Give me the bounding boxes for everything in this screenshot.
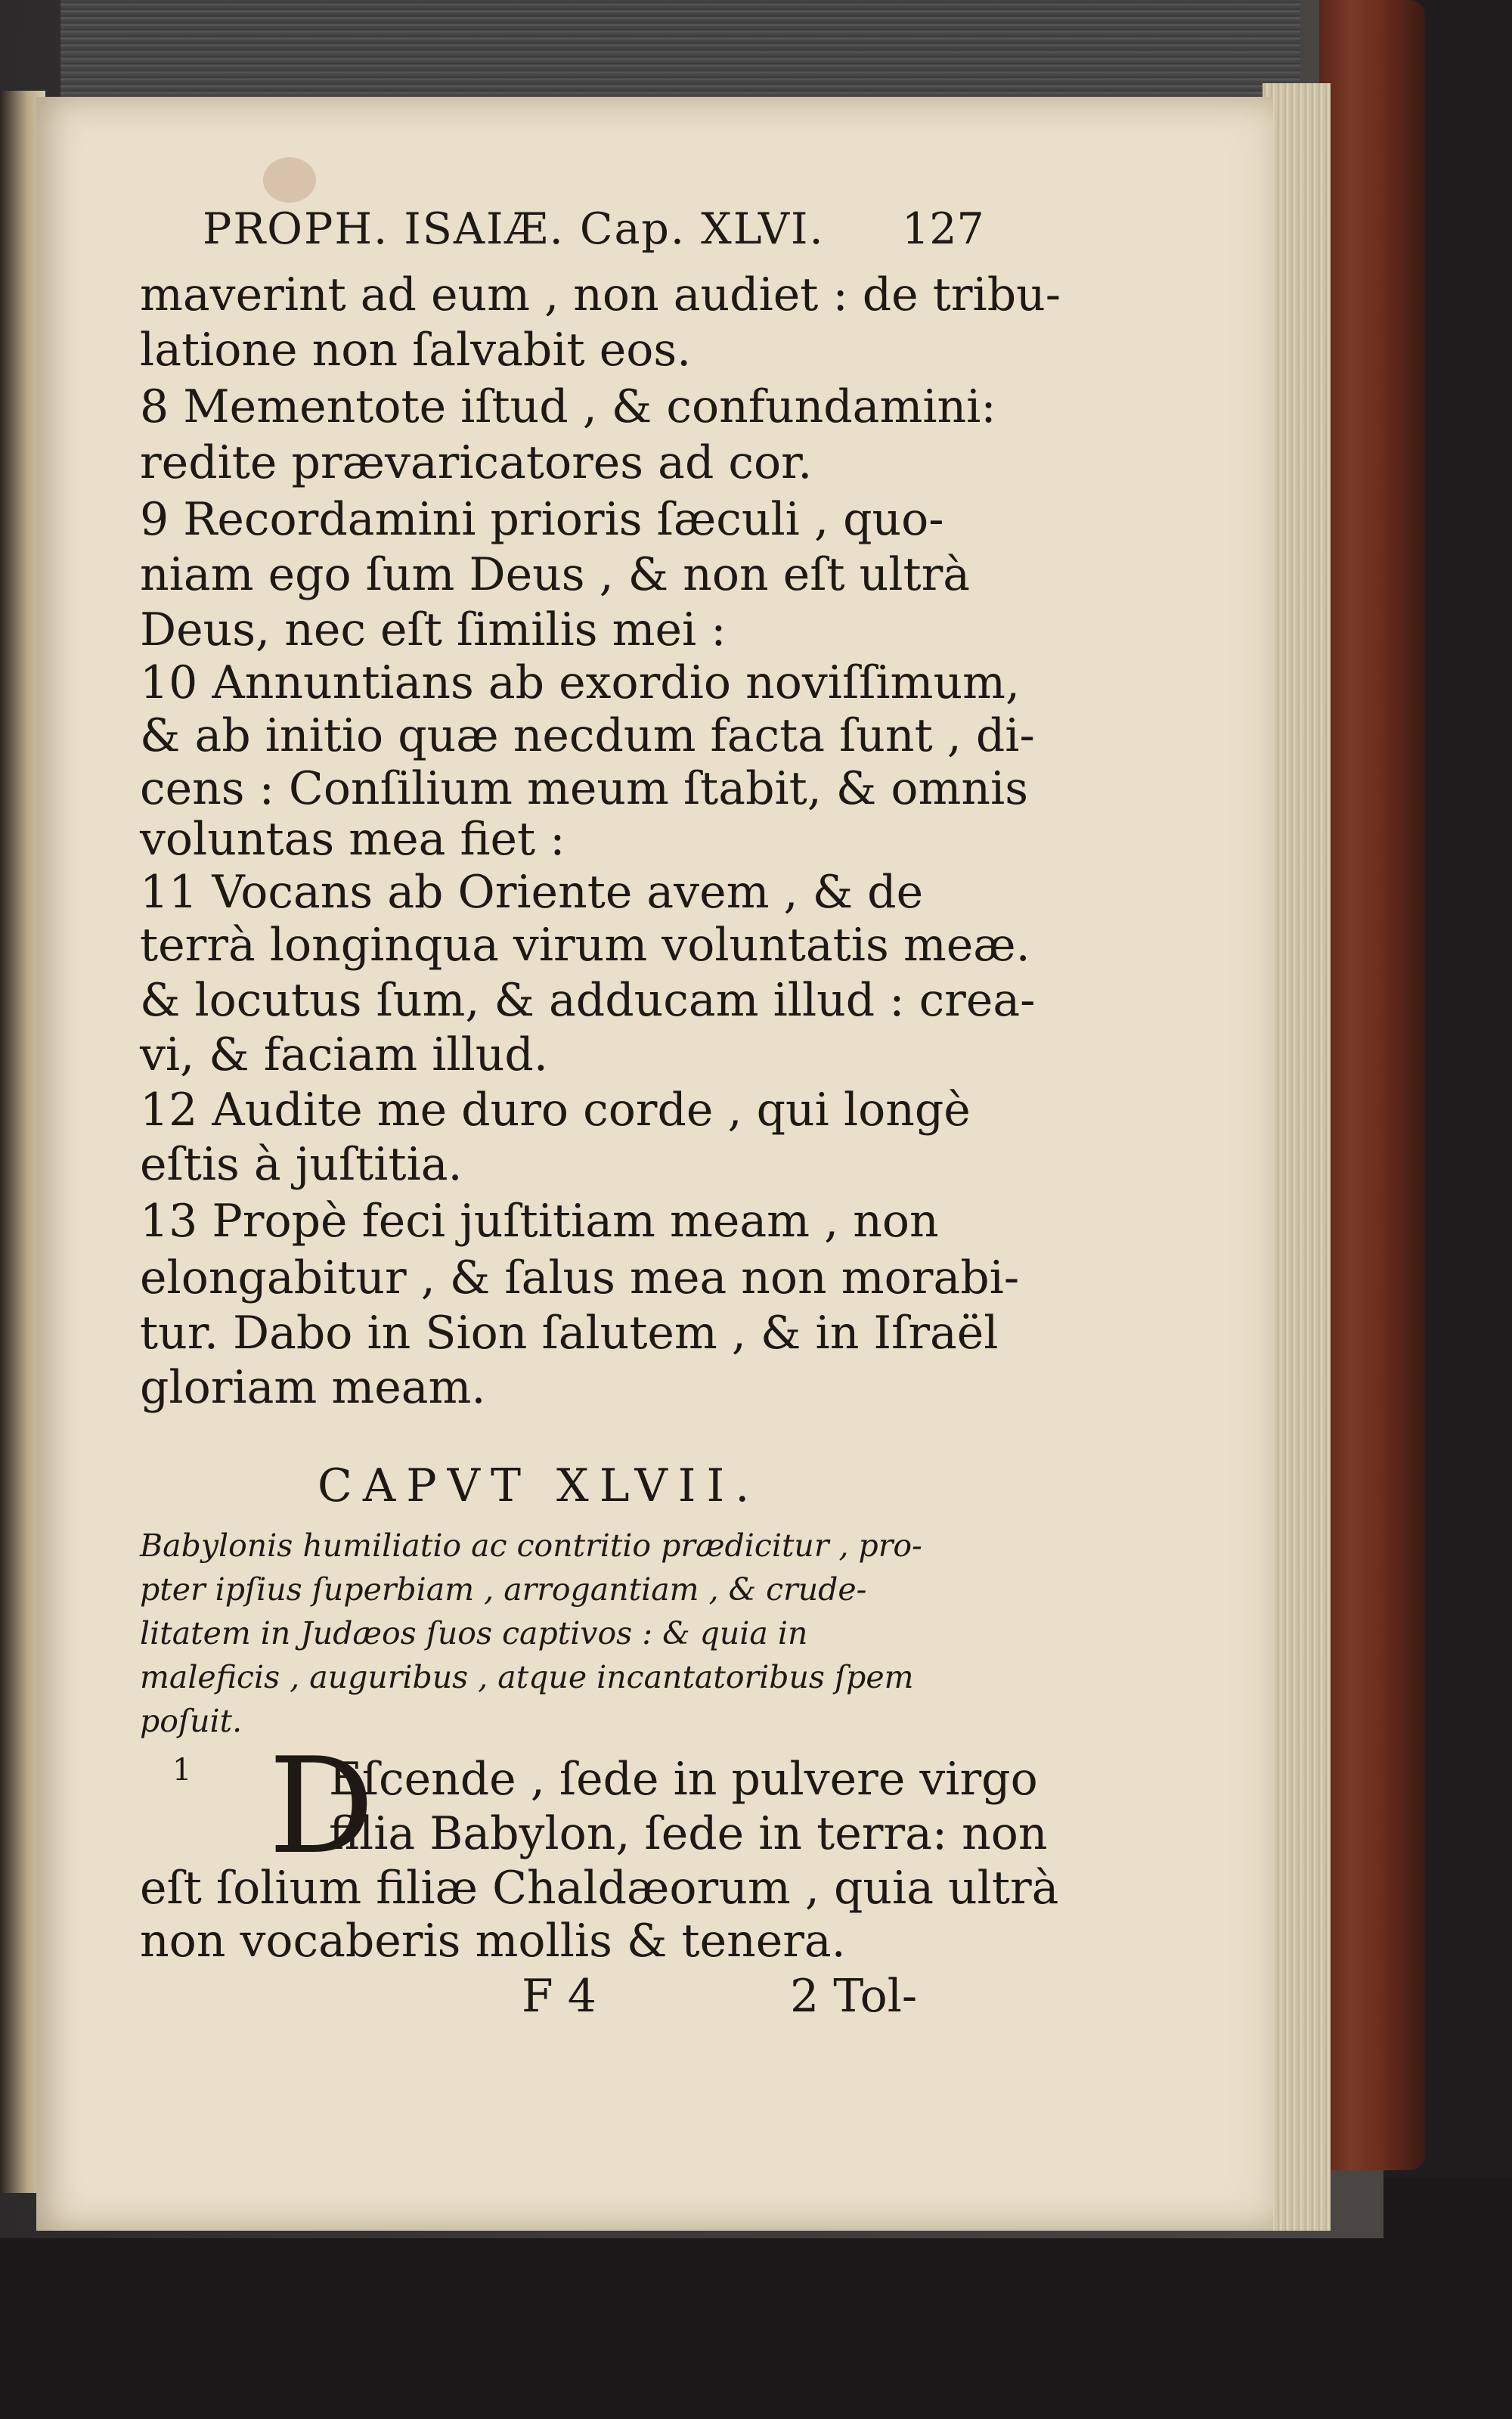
text-line: elongabitur , & ſalus mea non morabi- — [140, 1251, 1020, 1304]
text-line: eſt ſolium filiæ Chaldæorum , quia ultrà — [140, 1862, 1059, 1915]
page-number: 127 — [902, 204, 984, 254]
drop-cap: D — [268, 1730, 375, 1884]
argument-line: maleficis , auguribus , atque incantatoribus ſpem — [140, 1659, 914, 1695]
text-line: redite prævaricatores ad cor. — [140, 436, 813, 489]
text-line: filia Babylon, ſede in terra: non — [329, 1807, 1048, 1860]
chapter-heading: CAPVT XLVII. — [318, 1459, 761, 1512]
text-line: vi, & faciam illud. — [140, 1028, 548, 1081]
text-line: voluntas mea fiet : — [140, 813, 565, 866]
verse-number: 1 — [172, 1753, 192, 1788]
argument-line: Babylonis humiliatio ac contritio prædicitur , pro- — [140, 1527, 922, 1564]
text-line: 9 Recordamini prioris ſæculi , quo- — [140, 493, 944, 546]
text-line: & ab initio quæ necdum facta ſunt , di- — [140, 709, 1035, 762]
text-line: gloriam meam. — [140, 1361, 486, 1414]
text-line: non vocaberis mollis & tenera. — [140, 1915, 846, 1968]
catchword: 2 Tol- — [790, 1970, 918, 2023]
running-head: PROPH. ISAIÆ. Cap. XLVI. — [203, 204, 825, 254]
text-line: latione non ſalvabit eos. — [140, 324, 692, 377]
text-line: Eſcende , ſede in pulvere virgo — [329, 1753, 1038, 1806]
text-line: 11 Vocans ab Oriente avem , & de — [140, 866, 924, 919]
argument-line: pter ipſius ſuperbiam , arrogantiam , & crude- — [140, 1571, 867, 1608]
page-stain — [263, 157, 316, 203]
argument-line: poſuit. — [140, 1703, 243, 1739]
book-cover — [1319, 0, 1425, 2170]
signature-mark: F 4 — [522, 1970, 596, 2023]
text-line: terrà longinqua virum voluntatis meæ. — [140, 919, 1030, 972]
text-line: 13 Propè feci juſtitiam meam , non — [140, 1195, 939, 1248]
text-line: tur. Dabo in Sion ſalutem , & in Iſraël — [140, 1307, 999, 1360]
text-line: 8 Mementote iſtud , & confundamini: — [140, 380, 996, 433]
text-line: maverint ad eum , non audiet : de tribu- — [140, 268, 1061, 321]
text-line: cens : Conſilium meum ſtabit, & omnis — [140, 762, 1029, 815]
page-edges-top — [60, 0, 1300, 106]
text-line: Deus, nec eſt ſimilis mei : — [140, 603, 727, 656]
argument-line: litatem in Judæos ſuos captivos : & quia in — [140, 1615, 808, 1651]
text-line: 10 Annuntians ab exordio noviſſimum, — [140, 656, 1021, 709]
text-line: 12 Audite me duro corde , qui longè — [140, 1084, 971, 1137]
text-line: & locutus ſum, & adducam illud : crea- — [140, 974, 1036, 1027]
text-line: eſtis à juſtitia. — [140, 1138, 463, 1191]
text-line: niam ego ſum Deus , & non eſt ultrà — [140, 548, 971, 601]
